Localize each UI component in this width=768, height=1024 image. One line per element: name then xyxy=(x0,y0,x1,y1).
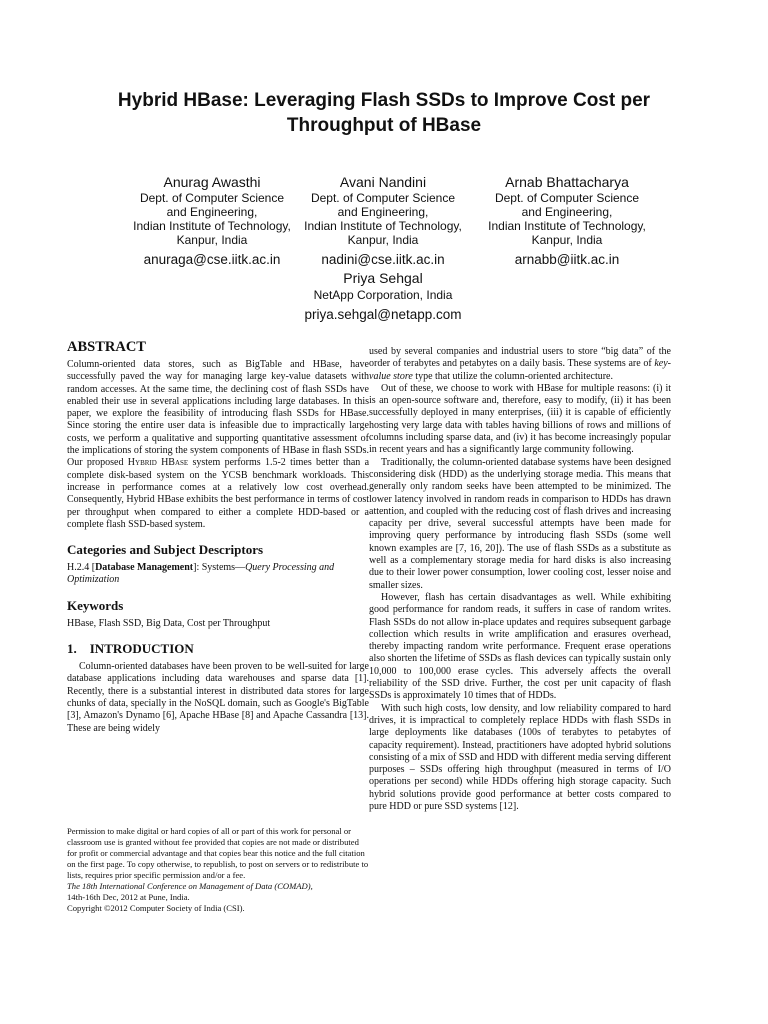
author-name: Arnab Bhattacharya xyxy=(505,174,629,190)
categories-code: H.2.4 [ xyxy=(67,562,96,574)
author-email: nadini@cse.iitk.ac.in xyxy=(321,252,445,267)
categories-text xyxy=(67,562,369,587)
permission-text: Permission to make digital or hard copies of all or part of this work for personal or classroom use is granted without fee provided that copies are not made or distributed for profit or commercial advantage and that copies bear this notice and the full citation on the first page. To copy otherwise, to republish, to post on servers or to redistribute to lists, requires prior specific permission and/or a fee. xyxy=(67,826,369,880)
author-email: arnabb@iitk.ac.in xyxy=(514,252,620,267)
author-affiliation-line: Dept. of Computer Science xyxy=(310,191,456,205)
right-paragraph-4: However, flash has certain disadvantages as well. While exhibiting good performance for random reads, it suffers in case of random writes. Flash SSDs do not allow in-place updates and requires subsequent garbage collection which results in write amplification and erasures overhead, thereby impacting random write performance. Frequent erase operations also shorten the lifetime of SSDs as flash devices can typically sustain only 10,000 to 100,000 erase cycles. This adversely affects the overall reliability of the SSD drive. Further, the cost per unit capacity of flash SSDs is approximately 10 times that of HDDs. xyxy=(369,591,671,702)
author-affiliation-line: NetApp Corporation, India xyxy=(313,288,453,302)
introduction-heading: 1. INTRODUCTION xyxy=(67,641,194,657)
right-paragraph-3: Traditionally, the column-oriented database systems have been designed considering disk (HDD) as the underlying storage media. This means that generally only random seeks have been attempted to be minimized. The lower latency involved in random reads in comparison to HDDs has drawn attention, and coupled with the reducing cost of flash drives and increasing capacity per drive, several successful attempts have been made for improving query performance by introducing flash SSDs (some well known examples are [7, 16, 20]). The use of flash SSDs as a substitute as well as a complementary storage media for hard disks is also increasing due to their lower power consumption, lower cooling cost, lesser noise and smaller sizes. xyxy=(369,456,671,591)
keywords-text: HBase, Flash SSD, Big Data, Cost per Throughput xyxy=(67,617,271,629)
right-p1-after: type that utilize the column-oriented architecture. xyxy=(415,370,613,382)
author-2 xyxy=(283,174,483,268)
right-p1-italic: key-value store xyxy=(369,358,672,382)
author-name: Avani Nandini xyxy=(339,174,427,190)
abstract-text-before: Column-oriented data stores, such as BigTable and HBase, have successfully paved the way for managing large key-value datasets with random accesses. At the same time, the declining cost of flash SSDs have enabled their use in several applications including large databases. In this paper, we explore the feasibility of introducing flash SSDs for HBase. Since storing the entire user data is infeasible due to impractically large costs, we perform a qualitative and supporting quantitative assessment of the implications of storing the system components of HBase in flash SSDs. Our proposed xyxy=(67,359,369,469)
title-line-2: Throughput of HBase xyxy=(286,115,482,136)
author-name: Anurag Awasthi xyxy=(163,174,261,190)
author-affiliation-line: and Engineering, xyxy=(166,205,258,219)
paper-title xyxy=(40,88,728,138)
abstract-text xyxy=(67,359,369,531)
categories-heading: Categories and Subject Descriptors xyxy=(67,542,264,558)
system-name: Hybrid HBase xyxy=(127,457,189,469)
author-email: anuraga@cse.iitk.ac.in xyxy=(143,252,281,267)
abstract-heading: ABSTRACT xyxy=(67,339,146,355)
right-paragraph-2: Out of these, we choose to work with HBase for multiple reasons: (i) it is an open-source software and, therefore, easy to modify, (ii) it has been successfully deployed in many enterprises, (iii) it is capable of efficiently hosting very large data with tables having billions of rows and millions of columns including sparse data, and (iv) it has become increasingly popular in recent years and has a significantly large community following. xyxy=(369,382,671,456)
author-affiliation-line: Dept. of Computer Science xyxy=(139,191,285,205)
author-email: priya.sehgal@netapp.com xyxy=(304,307,462,322)
author-3 xyxy=(467,174,667,268)
right-paragraph-5: With such high costs, low density, and low reliability compared to hard drives, it is impractical to completely replace HDDs with flash SSDs in large deployments like databases (100s of terabytes to petabytes of capacity requirement). Instead, practitioners have adopted hybrid solutions consisting of a mix of SSD and HDD with different media serving different purposes – SSDs offering high throughput (measured in terms of I/O operations per second) while HDDs offering high storage capacity. Such hybrid solutions provide good performance at better costs compared to pure HDD or pure SSD systems [12]. xyxy=(369,702,671,812)
author-4 xyxy=(283,270,483,323)
author-name: Priya Sehgal xyxy=(343,270,423,286)
categories-bold: Database Management xyxy=(95,562,194,574)
left-column xyxy=(67,338,369,735)
right-column xyxy=(369,346,671,813)
categories-italic: Query Processing and Optimization xyxy=(67,562,335,586)
author-affiliation-line: Kanpur, India xyxy=(531,233,603,247)
right-paragraph-1 xyxy=(369,346,671,383)
conference-dates: 14th-16th Dec, 2012 at Pune, India. xyxy=(67,892,190,902)
author-affiliation-line: and Engineering, xyxy=(521,205,613,219)
introduction-paragraph-1: Column-oriented databases have been proven to be well-suited for large database applications including data warehouses and sparse data [1]. Recently, there is a substantial interest in distributed data stores for large chunks of data, specially in the NoSQL domain, such as Google's BigTable [3], Amazon's Dynamo [6], Apache HBase [8] and Apache Cassandra [13]. These are being widely xyxy=(67,661,369,734)
categories-mid: ]: Systems— xyxy=(193,562,246,574)
author-1 xyxy=(112,174,312,268)
copyright-line: Copyright ©2012 Computer Society of India (CSI). xyxy=(67,903,245,913)
author-affiliation-line: Kanpur, India xyxy=(176,233,248,247)
author-affiliation-line: Kanpur, India xyxy=(347,233,419,247)
permission-notice xyxy=(67,826,369,914)
right-p1-before: used by several companies and industrial users to store “big data” of the order of terabytes and petabytes on a daily basis. These systems are of xyxy=(369,346,671,370)
author-affiliation-line: Dept. of Computer Science xyxy=(494,191,640,205)
keywords-heading: Keywords xyxy=(67,597,124,613)
abstract-text-after: system performs 1.5-2 times better than a complete disk-based system on the YCSB benchmark workloads. This increase in performance comes at a relatively low cost overhead. Consequently, Hybrid HBase exhibits the best performance in terms of cost per throughput when compared to either a complete HDD-based or a complete flash SSD-based system. xyxy=(67,457,370,530)
title-line-1: Hybrid HBase: Leveraging Flash SSDs to Improve Cost per xyxy=(117,90,651,111)
author-affiliation-line: Indian Institute of Technology, xyxy=(133,219,291,233)
author-affiliation-line: Indian Institute of Technology, xyxy=(304,219,462,233)
conference-name: The 18th International Conference on Management of Data (COMAD), xyxy=(67,881,313,891)
author-affiliation-line: Indian Institute of Technology, xyxy=(488,219,646,233)
author-affiliation-line: and Engineering, xyxy=(337,205,429,219)
